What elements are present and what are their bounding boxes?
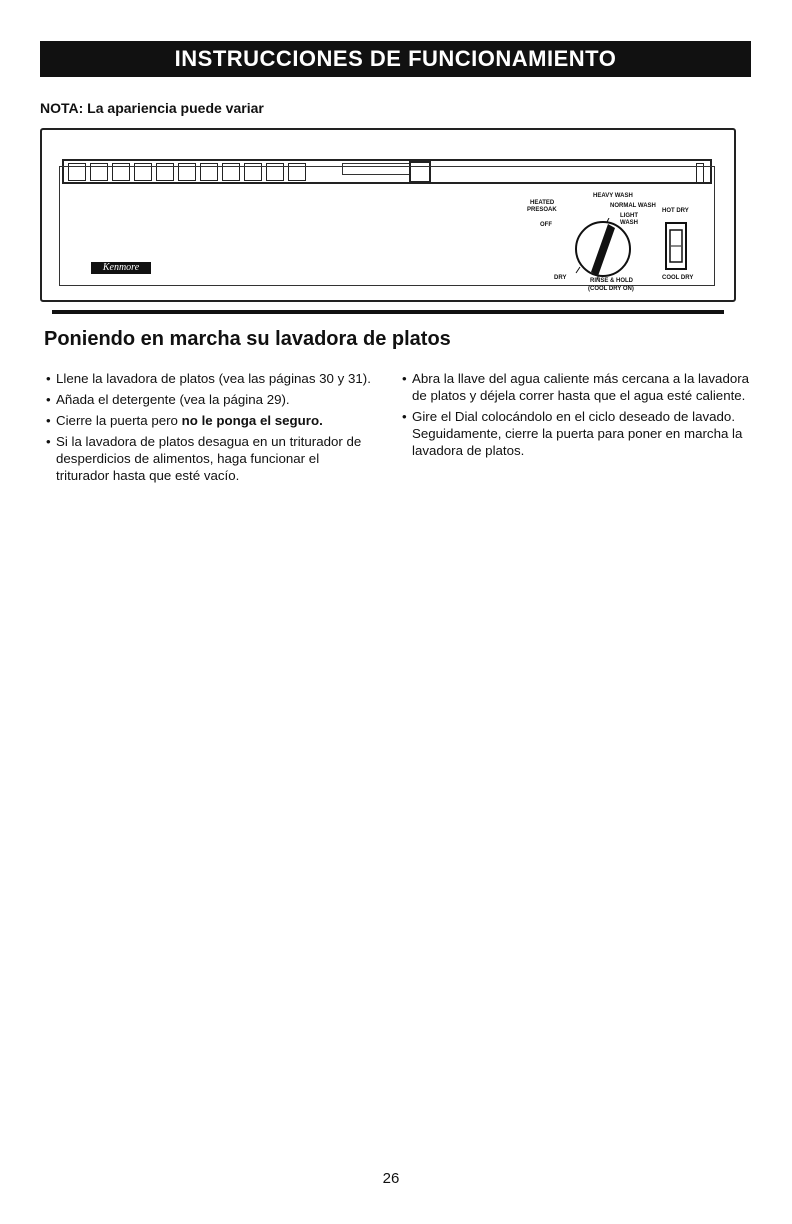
- list-item: • Añada el detergente (vea la página 29).: [44, 391, 374, 408]
- panel-bottom-edge: [52, 310, 724, 314]
- dial-label-rinse-hold: RINSE & HOLD: [590, 278, 634, 284]
- dial-tick-dry: [576, 267, 580, 273]
- kenmore-logo: Kenmore: [91, 262, 151, 274]
- list-item: [44, 412, 374, 429]
- list-item: • Abra la llave del agua caliente más cercana a la lavadora de platos y déjela correr hasta que el agua esté caliente.: [400, 370, 750, 404]
- dial-tick-heavy: [607, 218, 609, 222]
- instructions-right-column: [400, 370, 750, 463]
- page-number: 26: [382, 1170, 400, 1187]
- dial-label-heavy-wash: HEAVY WASH: [593, 193, 633, 199]
- cycle-dial[interactable]: [568, 218, 638, 280]
- list-item: • Gire el Dial colocándolo en el ciclo deseado de lavado. Seguidamente, cierre la puerta para poner en marcha la lavadora de platos.: [400, 408, 750, 459]
- page-title-banner: INSTRUCCIONES DE FUNCIONAMIENTO: [40, 41, 751, 77]
- section-heading: Poniendo en marcha su lavadora de platos: [44, 328, 451, 350]
- switch-label-cool-dry: COOL DRY: [662, 275, 694, 281]
- dial-label-heated: HEATED: [530, 200, 555, 206]
- dial-label-cool-dry-on: (COOL DRY ON): [588, 286, 634, 292]
- switch-label-hot-dry: HOT DRY: [662, 208, 689, 214]
- dial-label-light: LIGHT: [620, 213, 638, 219]
- instructions-left-column: [44, 370, 374, 488]
- list-item: • Si la lavadora de platos desagua en un triturador de desperdicios de alimentos, haga funcionar el triturador hasta que esté vacío.: [44, 433, 374, 484]
- dial-label-off: OFF: [540, 222, 552, 228]
- list-item-emphasis: no le ponga el seguro.: [181, 413, 323, 428]
- dial-label-wash: WASH: [620, 220, 638, 226]
- list-item: • Llene la lavadora de platos (vea las páginas 30 y 31).: [44, 370, 374, 387]
- dry-option-switch[interactable]: [665, 222, 687, 270]
- dial-label-dry: DRY: [554, 275, 567, 281]
- appearance-note: NOTA: La apariencia puede variar: [40, 100, 264, 116]
- dial-label-presoak: PRESOAK: [527, 207, 557, 213]
- dial-label-normal-wash: NORMAL WASH: [610, 203, 656, 209]
- list-item-text: Cierre la puerta pero: [56, 413, 182, 428]
